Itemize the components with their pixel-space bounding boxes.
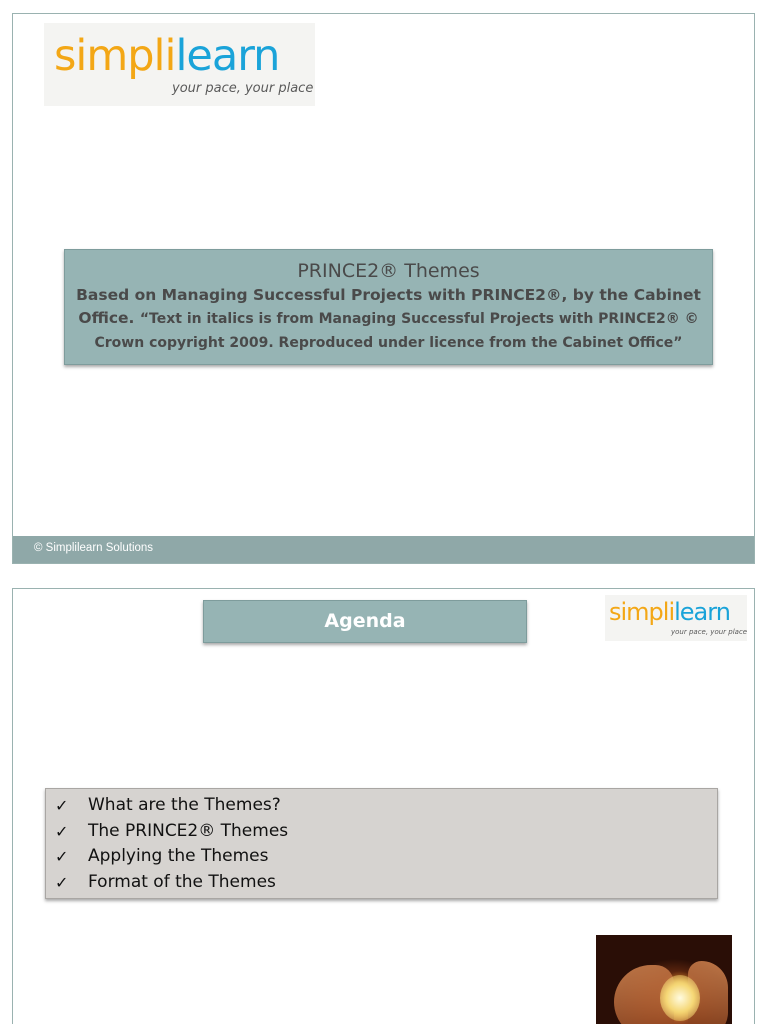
subtitle-part-1: Based on Managing Successful Projects with PRINCE2®, by the Cabinet Office. xyxy=(76,286,701,327)
list-item xyxy=(46,844,717,870)
list-item xyxy=(46,793,717,819)
list-item-label: Format of the Themes xyxy=(88,871,276,892)
slide-2 xyxy=(12,588,755,1024)
simplilearn-logo xyxy=(44,23,315,106)
checkmark-icon: ✓ xyxy=(55,821,69,841)
checkmark-icon: ✓ xyxy=(55,872,69,892)
simplilearn-logo xyxy=(605,595,747,641)
list-item-label: Applying the Themes xyxy=(88,846,269,866)
logo-wordmark: simplilearn xyxy=(609,598,730,626)
list-item xyxy=(46,870,717,896)
agenda-list xyxy=(45,788,718,899)
slide-subtitle xyxy=(65,284,712,355)
list-item-label: The PRINCE2® Themes xyxy=(88,820,289,841)
lightbulb-icon xyxy=(660,975,700,1021)
subtitle-part-2: “Text in italics is from Managing Successful Projects with PRINCE2® © Crown copyright 2009. Reproduced under licence from the Cabinet Office” xyxy=(94,311,699,351)
slide-footer xyxy=(13,536,754,563)
checkmark-icon: ✓ xyxy=(55,847,69,866)
slide-title: PRINCE2® Themes xyxy=(297,260,480,282)
list-item xyxy=(46,819,717,845)
logo-tagline: your pace, your place xyxy=(671,628,748,636)
title-box xyxy=(64,249,713,365)
list-item-label: What are the Themes? xyxy=(88,795,281,815)
logo-wordmark: simplilearn xyxy=(54,31,280,81)
lightbulb-in-hands-image xyxy=(596,935,732,1024)
copyright-text: © Simplilearn Solutions xyxy=(34,542,154,554)
agenda-header: Agenda xyxy=(203,600,527,643)
slide-1 xyxy=(12,13,755,564)
logo-tagline: your pace, your place xyxy=(172,81,314,96)
checkmark-icon: ✓ xyxy=(55,796,69,815)
